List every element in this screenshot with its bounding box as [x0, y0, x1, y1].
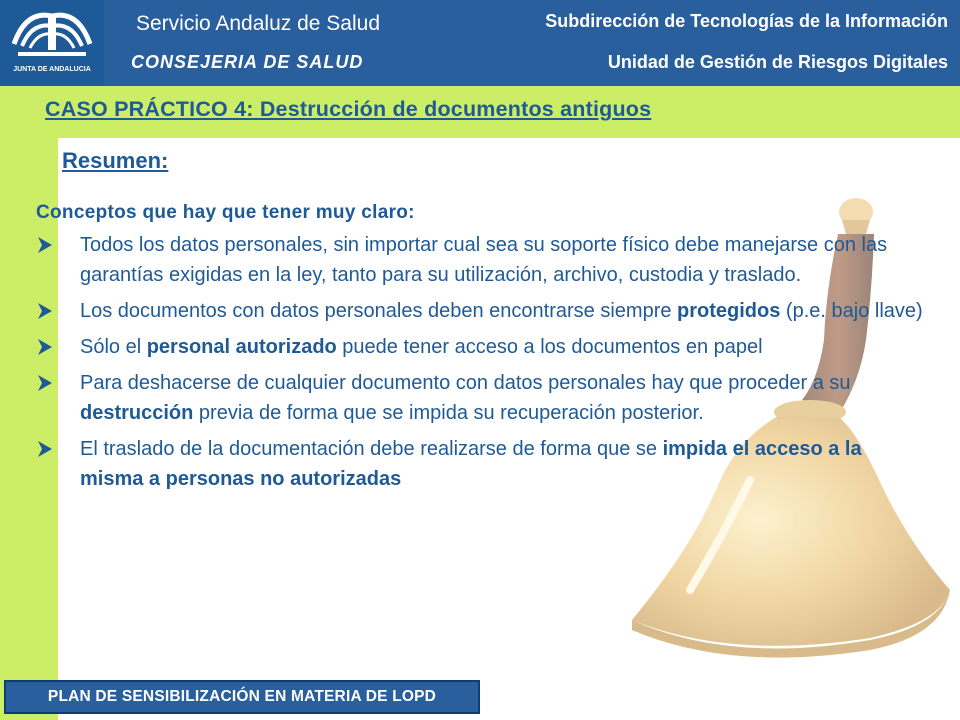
junta-logo-icon [0, 0, 104, 86]
bullet-emphasis: personal autorizado [146, 336, 337, 358]
bullet-text: puede tener acceso a los documentos en papel [336, 336, 763, 358]
bullet-text: previa de forma que se impida su recuperación posterior. [193, 402, 704, 424]
footer-banner [4, 680, 480, 714]
arrow-bullet-icon [36, 338, 54, 356]
bullet-text: El traslado de la documentación debe realizarse de forma que se [80, 438, 663, 460]
bullet-emphasis: impida el acceso a la misma a personas no autorizadas [80, 438, 862, 490]
junta-logo [0, 0, 104, 86]
bullet-item [36, 332, 926, 362]
bullet-emphasis: protegidos [677, 300, 781, 322]
concepts-heading: Conceptos que hay que tener muy claro: [36, 202, 415, 223]
bullet-item [36, 296, 926, 326]
bullet-text: (p.e. bajo llave) [780, 300, 923, 322]
arrow-bullet-icon [36, 374, 54, 392]
arrow-bullet-icon [36, 302, 54, 320]
summary-label: Resumen: [62, 148, 169, 173]
bullet-item [36, 230, 926, 290]
content-area [36, 202, 926, 500]
arrow-bullet-icon [36, 236, 54, 254]
org-name: Servicio Andaluz de Salud [136, 12, 380, 35]
bullet-list [36, 230, 926, 494]
bullet-emphasis: destrucción [80, 402, 194, 424]
header-bar [0, 0, 960, 86]
bullet-text: Sólo el [80, 336, 147, 358]
sub-direction: Subdirección de Tecnologías de la Información [545, 11, 948, 31]
bullet-text: Los documentos con datos personales deben encontrarse siempre [80, 300, 678, 322]
bullet-item [36, 434, 926, 494]
bullet-text: Para deshacerse de cualquier documento con datos personales hay que proceder a su [80, 372, 851, 394]
logo-text: JUNTA DE ANDALUCIA [13, 66, 91, 73]
bullet-text: Todos los datos personales, sin importar cual sea su soporte físico debe manejarse con las garantías exigidas en la ley, tanto para su utilización, archivo, custodia y traslado. [80, 234, 888, 286]
bullet-item [36, 368, 926, 428]
unit-name: Unidad de Gestión de Riesgos Digitales [607, 52, 948, 72]
arrow-bullet-icon [36, 440, 54, 458]
slide-title: CASO PRÁCTICO 4: Destrucción de documentos antiguos [45, 97, 652, 121]
org-department: CONSEJERIA DE SALUD [131, 52, 364, 72]
footer-text: PLAN DE SENSIBILIZACIÓN EN MATERIA DE LOPD [47, 688, 437, 705]
